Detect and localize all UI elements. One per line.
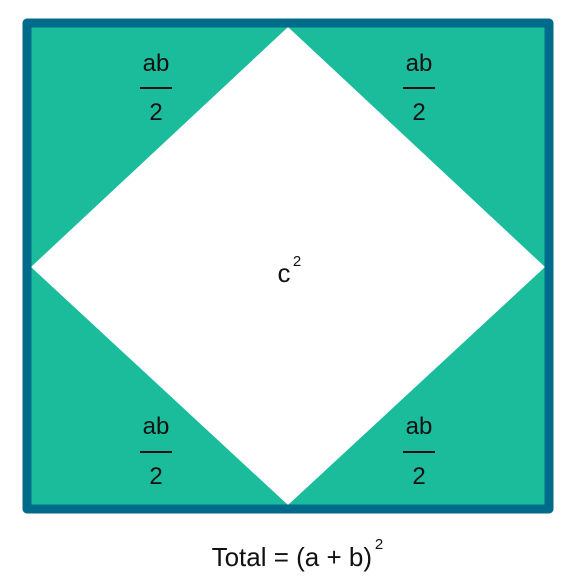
numerator: ab [405,50,433,77]
inner-square-base: c [277,258,291,288]
denominator: 2 [149,463,163,490]
total-caption [212,536,384,572]
numerator: ab [142,413,170,440]
inner-square-exponent: 2 [292,253,302,270]
denominator: 2 [412,463,426,490]
denominator: 2 [412,99,426,126]
total-prefix: Total = (a + b) [211,542,372,572]
numerator: ab [142,50,170,77]
total-exponent: 2 [374,536,384,553]
numerator: ab [405,413,433,440]
denominator: 2 [149,99,163,126]
